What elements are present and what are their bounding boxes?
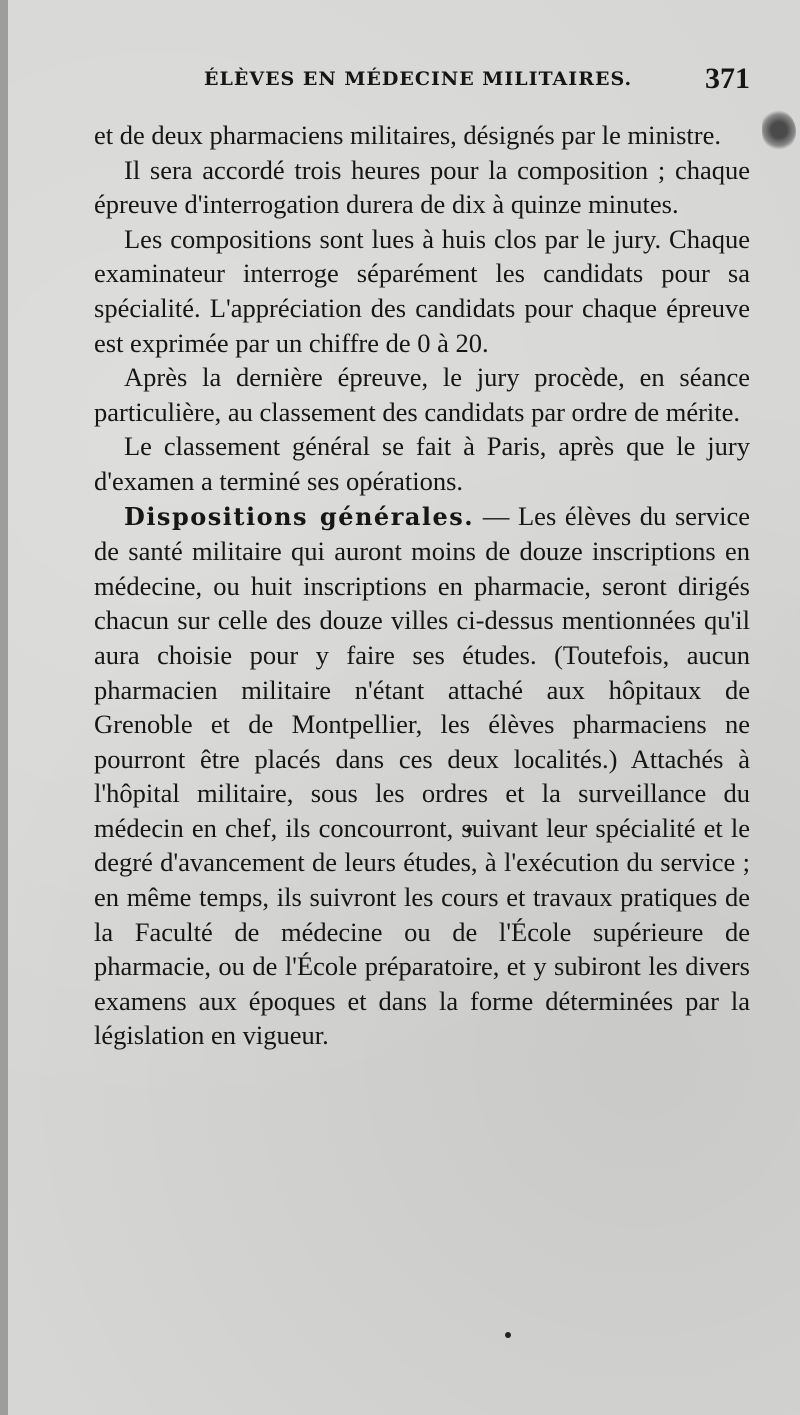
section-text: — Les élèves du service de santé militaire qui auront moins de douze inscriptions en médecine, ou huit inscriptions en pharmacie, seront dirigés chacun sur celle des douze villes ci-dessus mentionnées qu'il aura choisie pour y faire ses études. (Toutefois, aucun pharmacien militaire n'étant attaché aux hôpitaux de Grenoble et de Montpellier, les élèves pharmaciens ne pourront être placés dans ces deux localités.) Attachés à l'hôpital militaire, sous les ordres et la surveillance du médecin en chef, ils concourront, suivant leur spécialité et le degré d'avancement de leurs études, à l'exécution du service ; en même temps, ils suivront les cours et travaux pratiques de la Faculté de médecine ou de l'École supérieure de pharmacie, ou de l'École préparatoire, et y subiront les divers examens aux époques et dans la forme déterminées par la législation en vigueur. — [94, 500, 750, 1051]
paragraph-3: Les compositions sont lues à huis clos par le jury. Chaque examinateur interroge séparément les candidats pour sa spécialité. L'appréciation des candidats pour chaque épreuve est exprimée par un chiffre de 0 à 20. — [94, 223, 750, 358]
running-header — [96, 62, 756, 102]
ink-blot — [762, 110, 796, 150]
paragraph-5: Le classement général se fait à Paris, après que le jury d'examen a terminé ses opérations. — [94, 431, 750, 496]
paragraph-2: Il sera accordé trois heures pour la composition ; chaque épreuve d'interrogation durera de dix à quinze minutes. — [94, 154, 750, 220]
section-heading: Dispositions générales. — [124, 501, 475, 531]
page-body — [94, 118, 750, 1053]
paragraph-4: Après la dernière épreuve, le jury procède, en séance particulière, au classement des candidats par ordre de mérite. — [94, 362, 750, 427]
page-number: 371 — [705, 62, 750, 95]
running-title: ÉLÈVES EN MÉDECINE MILITAIRES. — [204, 68, 633, 90]
section-paragraph — [94, 499, 750, 1054]
page-edge-shadow — [0, 0, 8, 1415]
paragraph-1: et de deux pharmaciens militaires, désignés par le ministre. — [94, 120, 721, 150]
paper-speck — [505, 1332, 511, 1338]
